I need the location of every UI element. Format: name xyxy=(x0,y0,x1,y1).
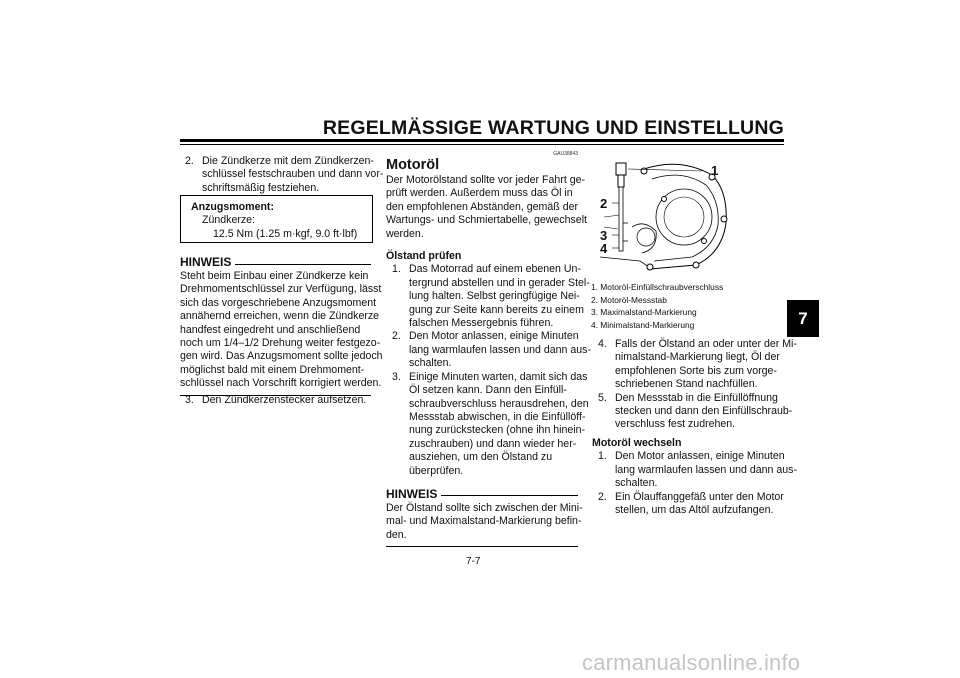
check-step-2: 2. Den Motor anlassen, einige Minuten lang warmlaufen lassen und dann aus- schalten. xyxy=(392,330,591,370)
check-step-3: 3. Einige Minuten warten, damit sich das Öl setzen kann. Dann den Einfüll- schraubverschluss herausdrehen, den Messstab abwischen, in die Einfüllöff- nung zurückstecken (ohne ihn hinein- zuschrauben) und dann wieder her- ausziehen, um den Ölstand zu überprüfen. xyxy=(392,370,589,477)
callout-3: 3 xyxy=(600,228,608,243)
engine-drawing xyxy=(592,157,728,272)
change-step-2: 2. Ein Ölauffanggefäß unter den Motor stellen, um das Altöl aufzufangen. xyxy=(598,490,784,517)
callout-1: 1 xyxy=(711,163,719,178)
callout-4: 4 xyxy=(600,241,608,256)
middle-column: GAU38843 Motoröl Der Motorölstand sollte vor jeder Fahrt ge- prüft werden. Außerdem muss das Öl in den empfohlenen Abständen, gemäß der Wartungs- und Schmiertabelle, gewechselt werden. Ölstand prüfen 1. Das Motorrad auf einem ebenen Un- tergrund abstellen und in gerader Stel- lung halten. Selbst geringfügige Nei- gung zur Seite kann bereits zu einem falschen Messergebnis führen. 2. Den Motor anlassen, einige Minuten lang warmlaufen lassen und dann aus- schalten. 3. Einige Minuten warten, damit sich das Öl setzen kann. Dann den Einfüll- schraubverschluss herausdrehen, den Messstab abwischen, in die Einfüllöff- nung zurückstecken (ohne ihn hinein- zuschrauben) und dann wieder her- ausziehen, um den Ölstand zu überprüfen. HINWEIS Der Ölstand sollte sich zwischen der Mini- mal- und Maximalstand-Markierung befin- den. xyxy=(386,151,578,547)
right-steps xyxy=(598,338,797,432)
figure-legend: 1. Motoröl-Einfüllschraubverschluss 2. Motoröl-Messstab 3. Maximalstand-Markierung 4. Minimalstand-Markierung xyxy=(591,282,724,330)
left-column xyxy=(185,155,384,195)
subheading-check: Ölstand prüfen xyxy=(386,250,462,263)
check-step-4: 4. Falls der Ölstand an oder unter der Mi- nimalstand-Markierung liegt, Öl der empfohlenen Sorte bis zum vorge- schriebenen Stand nachfüllen. xyxy=(598,338,797,391)
oil-change-section xyxy=(592,437,797,517)
title-rule-thick xyxy=(180,139,784,142)
section-code: GAU38843 xyxy=(553,151,578,157)
step-3: 3. Den Zündkerzenstecker aufsetzen. xyxy=(185,394,367,406)
hinweis-left: HINWEIS Steht beim Einbau einer Zündkerze kein Drehmomentschlüssel zur Verfügung, lässt sich das vorgeschriebene Anzugsmoment annähernd erreichen, wenn die Zündkerze handfest eingedreht und anschließend noch um 1/4–1/2 Drehung weiter festgezo- gen wird. Das Anzugsmoment sollte jedoch möglichst bald mit einem Drehmoment- schlüssel nach Vorschrift korrigiert werden. xyxy=(180,255,371,396)
torque-item: Zündkerze: xyxy=(202,214,255,227)
step-2: 2. Die Zündkerze mit dem Zündkerzen- schlüssel festschrauben und dann vor- schriftsmäßig festziehen. xyxy=(185,155,384,194)
watermark: carmanualsonline.info xyxy=(582,650,801,675)
subheading-change: Motoröl wechseln xyxy=(592,437,682,449)
callout-2: 2 xyxy=(600,196,608,211)
title-rule-thin xyxy=(180,144,784,145)
engine-illustration xyxy=(592,157,728,272)
check-step-1: 1. Das Motorrad auf einem ebenen Un- tergrund abstellen und in gerader Stel- lung halten. Selbst geringfügige Nei- gung zur Seite kann bereits zu einem falschen Messergebnis führen. xyxy=(392,263,590,330)
check-step-5: 5. Den Messstab in die Einfüllöffnung stecken und dann den Einfüllschraub- verschluss fest zudrehen. xyxy=(598,391,793,431)
torque-label: Anzugsmoment: xyxy=(191,201,274,213)
change-step-1: 1. Den Motor anlassen, einige Minuten lang warmlaufen lassen und dann aus- schalten. xyxy=(598,450,797,490)
torque-box xyxy=(180,195,373,243)
hinweis-middle: HINWEIS Der Ölstand sollte sich zwischen der Mini- mal- und Maximalstand-Markierung befin- den. xyxy=(386,487,578,547)
section-heading: Motoröl xyxy=(386,157,440,173)
page-title: REGELMÄSSIGE WARTUNG UND EINSTELLUNG xyxy=(322,117,784,139)
page-number: 7-7 xyxy=(466,556,481,567)
torque-value: 12.5 Nm (1.25 m·kgf, 9.0 ft·lbf) xyxy=(213,227,358,240)
chapter-tab: 7 xyxy=(787,300,819,337)
